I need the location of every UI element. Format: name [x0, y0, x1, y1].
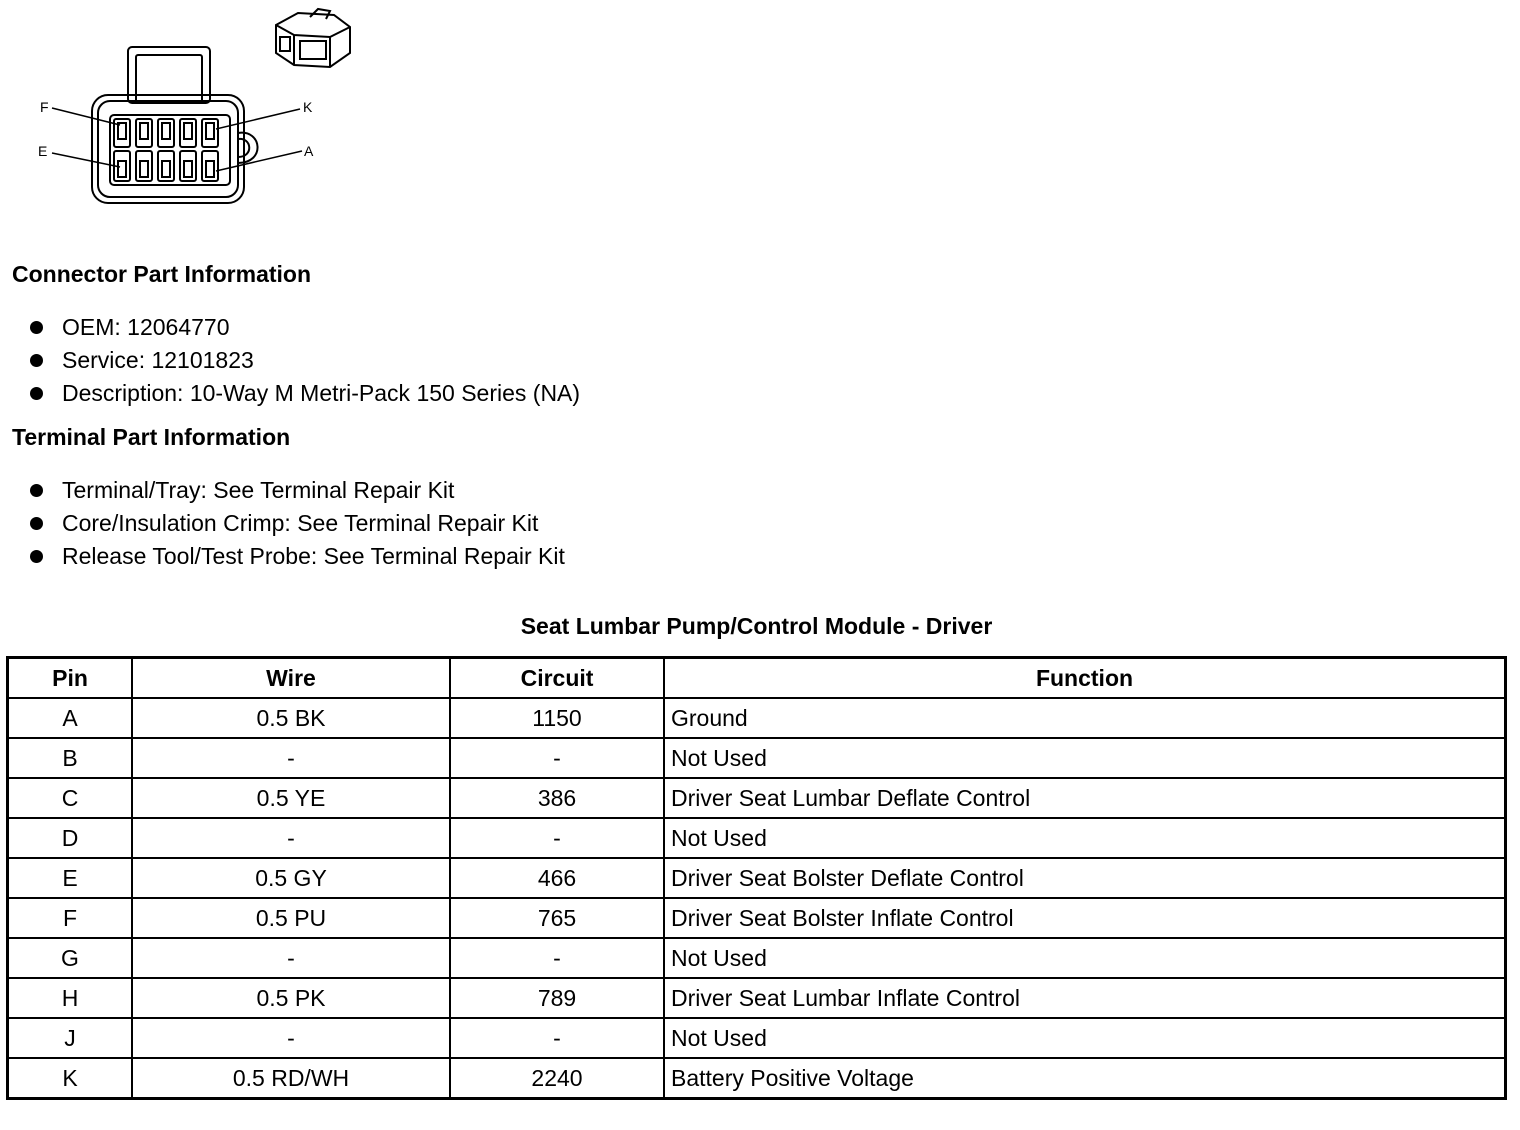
- pin-leader-lines: [52, 108, 302, 171]
- cell-pin: K: [8, 1058, 133, 1099]
- cell-wire: -: [132, 818, 450, 858]
- bullet-icon: [30, 550, 43, 563]
- list-item: [0, 377, 580, 410]
- cell-function: Driver Seat Bolster Inflate Control: [664, 898, 1506, 938]
- list-item: [0, 474, 565, 507]
- cell-wire: 0.5 PK: [132, 978, 450, 1018]
- oem-part-number: OEM: 12064770: [62, 314, 230, 340]
- cell-circuit: -: [450, 938, 664, 978]
- list-item: [0, 507, 565, 540]
- list-item: [0, 540, 565, 573]
- cell-wire: -: [132, 1018, 450, 1058]
- release-tool-info: Release Tool/Test Probe: See Terminal Repair Kit: [62, 543, 565, 569]
- table-row: [8, 778, 1506, 818]
- cell-wire: 0.5 RD/WH: [132, 1058, 450, 1099]
- cell-circuit: 466: [450, 858, 664, 898]
- cell-wire: -: [132, 938, 450, 978]
- cell-pin: C: [8, 778, 133, 818]
- cell-function: Battery Positive Voltage: [664, 1058, 1506, 1099]
- list-item: [0, 311, 580, 344]
- cell-pin: E: [8, 858, 133, 898]
- connector-housing: [92, 95, 244, 203]
- connector-description: Description: 10-Way M Metri-Pack 150 Series (NA): [62, 380, 581, 406]
- cell-circuit: 1150: [450, 698, 664, 738]
- bullet-icon: [30, 387, 43, 400]
- cell-function: Ground: [664, 698, 1506, 738]
- header-circuit: Circuit: [450, 658, 664, 699]
- terminal-row-top: [114, 119, 218, 147]
- cell-circuit: -: [450, 738, 664, 778]
- cell-function: Driver Seat Lumbar Deflate Control: [664, 778, 1506, 818]
- cell-pin: G: [8, 938, 133, 978]
- header-function: Function: [664, 658, 1506, 699]
- cell-circuit: -: [450, 818, 664, 858]
- pinout-table-title: Seat Lumbar Pump/Control Module - Driver: [520, 613, 993, 639]
- table-row: [8, 738, 1506, 778]
- connector-part-info-heading: Connector Part Information: [12, 261, 312, 287]
- service-part-number: Service: 12101823: [62, 347, 254, 373]
- cell-circuit: -: [450, 1018, 664, 1058]
- table-row: [8, 858, 1506, 898]
- cell-circuit: 789: [450, 978, 664, 1018]
- cell-wire: 0.5 GY: [132, 858, 450, 898]
- cell-pin: H: [8, 978, 133, 1018]
- cell-pin: A: [8, 698, 133, 738]
- cell-wire: 0.5 PU: [132, 898, 450, 938]
- pin-label-a: A: [304, 143, 314, 159]
- table-row: [8, 938, 1506, 978]
- cell-function: Driver Seat Lumbar Inflate Control: [664, 978, 1506, 1018]
- terminal-part-info-list: [0, 474, 565, 573]
- cell-wire: 0.5 BK: [132, 698, 450, 738]
- table-row: [8, 1018, 1506, 1058]
- table-row: [8, 818, 1506, 858]
- connector-iso-icon: [276, 9, 350, 67]
- cell-pin: J: [8, 1018, 133, 1058]
- cell-function: Not Used: [664, 938, 1506, 978]
- pin-label-k: K: [303, 99, 313, 115]
- connector-part-info-list: [0, 311, 580, 410]
- connector-face-diagram: [30, 5, 360, 210]
- cell-function: Not Used: [664, 738, 1506, 778]
- cell-circuit: 2240: [450, 1058, 664, 1099]
- terminal-row-bottom: [114, 151, 218, 181]
- crimp-info: Core/Insulation Crimp: See Terminal Repair Kit: [62, 510, 539, 536]
- cell-function: Not Used: [664, 1018, 1506, 1058]
- cell-wire: -: [132, 738, 450, 778]
- bullet-icon: [30, 354, 43, 367]
- bullet-icon: [30, 517, 43, 530]
- cell-function: Not Used: [664, 818, 1506, 858]
- terminal-tray-info: Terminal/Tray: See Terminal Repair Kit: [62, 477, 455, 503]
- table-row: [8, 898, 1506, 938]
- bullet-icon: [30, 484, 43, 497]
- table-row: [8, 978, 1506, 1018]
- terminal-part-info-heading: Terminal Part Information: [12, 424, 291, 450]
- cell-function: Driver Seat Bolster Deflate Control: [664, 858, 1506, 898]
- list-item: [0, 344, 580, 377]
- pinout-table: [6, 656, 1507, 1100]
- table-header-row: [8, 658, 1506, 699]
- bullet-icon: [30, 321, 43, 334]
- cell-circuit: 386: [450, 778, 664, 818]
- pin-label-f: F: [40, 99, 49, 115]
- header-pin: Pin: [8, 658, 133, 699]
- cell-pin: F: [8, 898, 133, 938]
- header-wire: Wire: [132, 658, 450, 699]
- cell-pin: B: [8, 738, 133, 778]
- table-row: [8, 1058, 1506, 1099]
- cell-circuit: 765: [450, 898, 664, 938]
- pin-label-e: E: [38, 143, 48, 159]
- cell-pin: D: [8, 818, 133, 858]
- cell-wire: 0.5 YE: [132, 778, 450, 818]
- table-row: [8, 698, 1506, 738]
